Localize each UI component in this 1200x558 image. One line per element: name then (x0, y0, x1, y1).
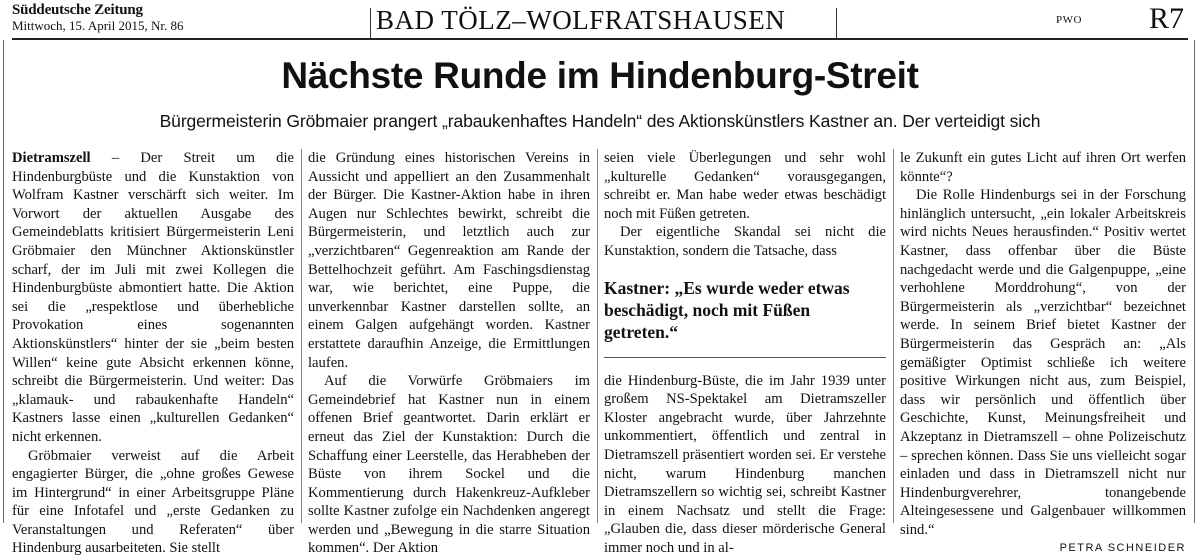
paragraph: Der eigentliche Skandal sei nicht die Kunstaktion, sondern die Tatsache, dass (604, 223, 886, 260)
paragraph: Die Rolle Hindenburgs sei in der Forschung hinlänglich untersucht, „ein lokaler Arbeitskreis wird nichts Neues herausfinden.“ Positiv wertet Kastner, dass offenbar über die Büste nachgedacht werde und die Galgenpuppe, „eine verhohlene Morddrohung“, von der Bürgermeisterin als „verzichtbar“ bezeichnet werde. In seinem Brief bietet Kastner der Bürgermeisterin das Gespräch an: „Als gemäßigter Optimist schließe ich weitere positive Wirkungen nicht aus, zum Beispiel, dass wir persönlich und öffentlich über Geschichte, Kunst, Meinungsfreiheit und Akzeptanz in Dietramszell – ohne Polizeischutz – sprechen können. Dass Sie uns vielleicht sogar einladen und dass in Dietramszell nicht nur Hindenburgverehrer, tonangebende Alteingesessene und Galgenbauer willkommen sind.“ (900, 186, 1186, 539)
masthead-divider-left (370, 8, 371, 38)
masthead-rule (12, 38, 1188, 40)
paragraph (12, 149, 294, 447)
article-headline: Nächste Runde im Hindenburg-Streit (0, 54, 1200, 98)
paragraph-text: – Der Streit um die Hindenburgbüste und die Kunstaktion von Wolfram Kastner verschärft sich weiter. Im Vorwort der aktuellen Ausgabe des Gemeindeblatts kritisiert Bürgermeisterin Leni Gröbmaier den Münchner Aktionskünstler scharf, der im Juli mit zwei Kollegen die Hindenburgbüste abmontiert hatte. Die Aktion sei die „respektlose und überhebliche Provokation eines sogenannten Aktionskünstlers“ hinter der sie „beim besten Willen“ keine gute Absicht erkennen könne, schreibt die Bürgermeisterin. Und weiter: Das „klamauk- und rabaukenhafte Handeln“ Kastners lasse einen „kulturellen Gedanken“ nicht erkennen. (12, 150, 294, 445)
paragraph: le Zukunft ein gutes Licht auf ihren Ort werfen könnte“? (900, 149, 1186, 186)
masthead-left (12, 2, 184, 34)
region-code: PWO (1056, 14, 1082, 26)
paragraph: die Hindenburg-Büste, die im Jahr 1939 unter großem NS-Spektakel am Dietramszeller Kloster angebracht wurde, über Jahrzehnte unkommentiert, öffentlich und zentral in Dietramszell präsentiert worden sei. Er verstehe nicht, warum Hindenburg manchen Dietramszellern so wichtig sei, schreibt Kastner in einem Nachsatz und stellt die Frage: „Glauben die, dass dieser mörderische General immer noch und in al- (604, 372, 886, 558)
article-column-3 (604, 149, 886, 523)
paragraph: die Gründung eines historischen Vereins in Aussicht und appelliert an den Zusammenhalt der Bürger. Die Kastner-Aktion habe in ihren Augen nur Schlechtes bewirkt, schreibt die Bürgermeisterin, und letztlich auch zur „verzichtbaren“ Gegenreaktion am Rande der Bettelhochzeit geführt. Am Faschingsdienstag war, wie berichtet, eine Puppe, die unverkennbar Kastner darstellen sollte, an einem Galgen aufgehängt worden. Kastner erstattete daraufhin Anzeige, die Ermittlungen laufen. (308, 149, 590, 372)
paragraph: Gröbmaier verweist auf die Arbeit engagierter Bürger, die „ohne großes Gewese im Hintergrund“ in einer Arbeitsgruppe Pläne für eine Infotafel und „erste Gedanken zu Veranstaltungen und Referaten“ über Hindenburg ausarbeiteten. Sie stellt (12, 447, 294, 558)
section-title: BAD TÖLZ–WOLFRATSHAUSEN (376, 4, 826, 36)
dateline: Dietramszell (12, 150, 91, 166)
newspaper-logo: Süddeutsche Zeitung (12, 2, 184, 18)
article-column-2 (308, 149, 590, 523)
column-divider (301, 149, 302, 523)
page-number: R7 (1149, 2, 1184, 36)
masthead-divider-right (836, 8, 837, 38)
paragraph: Auf die Vorwürfe Gröbmaiers im Gemeindebrief hat Kastner nun in einem offenen Brief geantwortet. Darin erklärt er erneut das Ziel der Kunstaktion: Durch die Schaffung einer Leerstelle, das Herabheben der Büste von ihrem Sockel und die Kommentierung durch Hakenkreuz-Aufkleber sollte Kastner zufolge ein Nachdenken angeregt werden und „Bewegung in die starre Situation kommen“. Der Aktion (308, 372, 590, 558)
article-column-4 (900, 149, 1186, 523)
column-divider (597, 149, 598, 523)
article-subhead: Bürgermeisterin Gröbmaier prangert „rabaukenhaftes Handeln“ des Aktionskünstlers Kastner an. Der verteidigt sich (0, 110, 1200, 132)
pull-quote: Kastner: „Es wurde weder etwas beschädigt, noch mit Füßen getreten.“ (604, 277, 886, 358)
column-divider (893, 149, 894, 523)
author-byline: PETRA SCHNEIDER (900, 539, 1186, 558)
edition-date: Mittwoch, 15. April 2015, Nr. 86 (12, 18, 184, 34)
article-column-1 (12, 149, 294, 523)
paragraph: seien viele Überlegungen und sehr wohl „kulturelle Gedanken“ vorausgegangen, schreibt er. Man habe weder etwas beschädigt noch mit Füßen getreten. (604, 149, 886, 223)
